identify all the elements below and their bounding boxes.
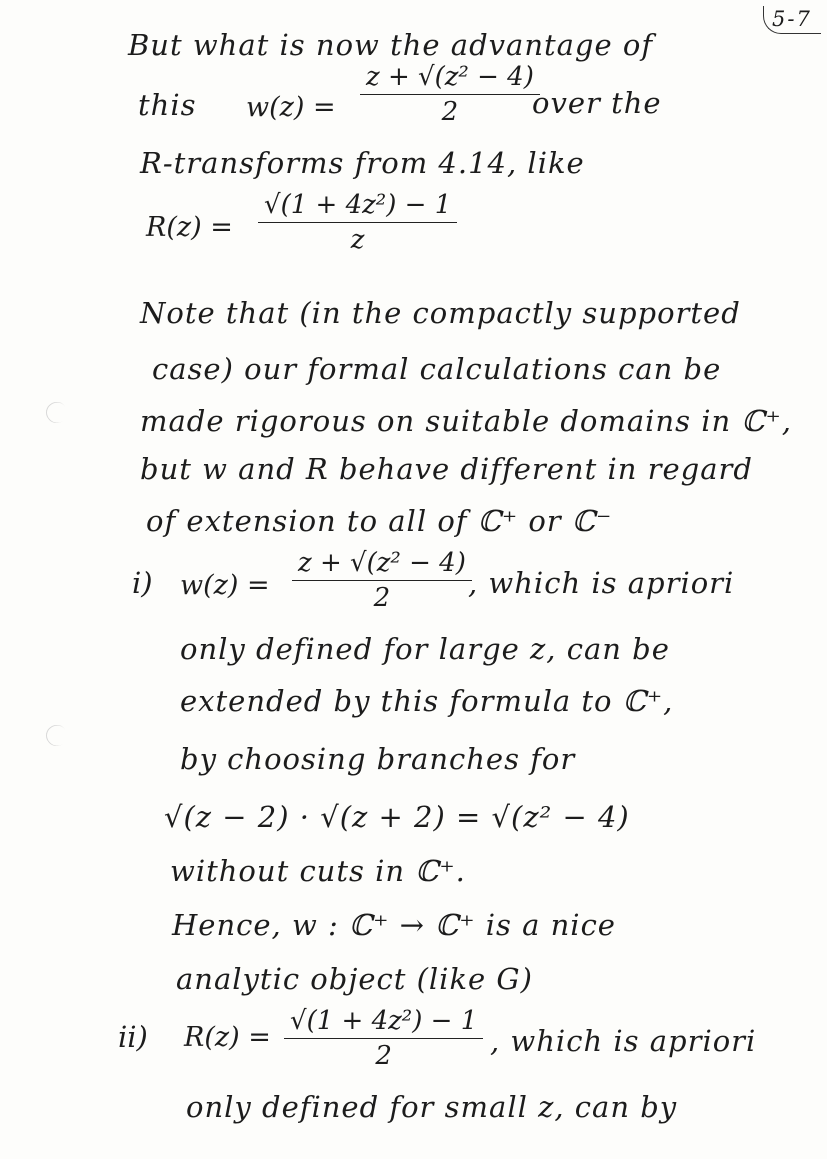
text-line: only defined for small z, can by — [186, 1090, 678, 1124]
text-line: made rigorous on suitable domains in ℂ⁺, — [140, 404, 792, 438]
text-line: only defined for large z, can be — [180, 632, 670, 666]
punch-hole-mark — [42, 398, 71, 427]
formula-lhs: w(z) = — [246, 92, 336, 123]
fraction — [258, 190, 457, 255]
text-line: without cuts in ℂ⁺. — [170, 854, 466, 888]
item-label-ii: ii) — [118, 1020, 148, 1054]
text-line: √(z − 2) · √(z + 2) = √(z² − 4) — [164, 800, 630, 834]
fraction-numerator: √(1 + 4z²) − 1 — [284, 1006, 483, 1039]
punch-hole-mark — [42, 721, 71, 750]
formula-lhs: R(z) = — [146, 212, 233, 243]
text-line: case) our formal calculations can be — [152, 352, 722, 386]
fraction-numerator: z + √(z² − 4) — [292, 548, 472, 581]
formula-lhs: R(z) = — [184, 1022, 271, 1053]
text-line: , which is apriori — [490, 1024, 757, 1058]
text-line: by choosing branches for — [180, 742, 576, 776]
text-line: , which is apriori — [468, 566, 735, 600]
text-line: R-transforms from 4.14, like — [140, 146, 585, 180]
text-line: over the — [532, 86, 662, 120]
fraction-numerator: z + √(z² − 4) — [360, 62, 540, 95]
item-label-i: i) — [132, 566, 153, 600]
text-line: analytic object (like G) — [176, 962, 533, 996]
text-line: Note that (in the compactly supported — [140, 296, 741, 330]
fraction-denominator: 2 — [375, 1041, 392, 1071]
page-number: 5-7 — [763, 6, 821, 34]
fraction — [292, 548, 472, 613]
text-line: this — [138, 88, 197, 122]
formula-lhs: w(z) = — [180, 570, 270, 601]
text-line: But what is now the advantage of — [128, 28, 654, 62]
fraction — [360, 62, 540, 127]
text-line: extended by this formula to ℂ⁺, — [180, 684, 674, 718]
text-line: but w and R behave different in regard — [140, 452, 753, 486]
text-line: Hence, w : ℂ⁺ → ℂ⁺ is a nice — [172, 908, 616, 942]
text-line: of extension to all of ℂ⁺ or ℂ⁻ — [146, 504, 613, 538]
fraction-denominator: 2 — [441, 97, 459, 127]
fraction-numerator: √(1 + 4z²) − 1 — [258, 190, 457, 223]
fraction — [284, 1006, 483, 1071]
fraction-denominator: z — [350, 225, 365, 255]
fraction-denominator: 2 — [373, 583, 391, 613]
